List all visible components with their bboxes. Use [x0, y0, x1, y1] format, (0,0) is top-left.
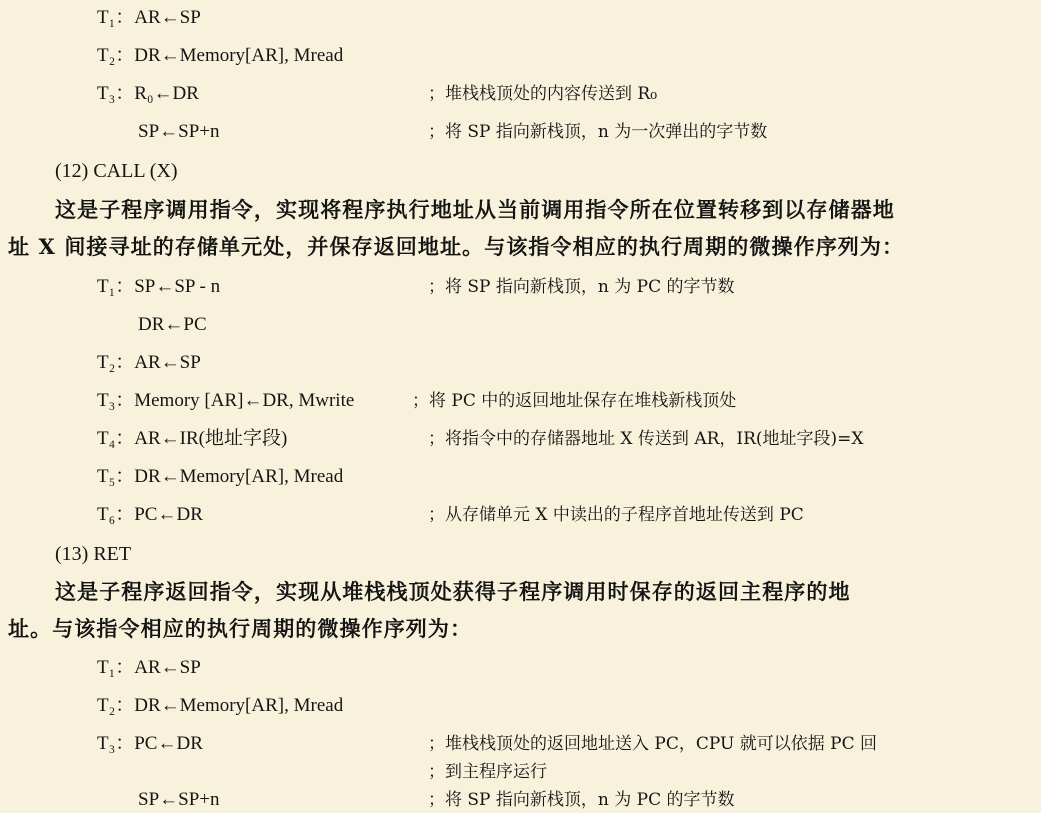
- pop-t3b-line: SP←SP+n: [138, 121, 220, 142]
- step-label: T₂：: [97, 352, 135, 373]
- step-label: T₁：: [97, 7, 135, 28]
- ret-t1-line: [97, 656, 201, 680]
- micro-op: PC←DR: [134, 504, 203, 525]
- pop-t2-line: [97, 44, 343, 68]
- micro-op: DR←Memory[AR], Mread: [134, 466, 344, 487]
- call-t4-comment: ；将指令中的存储器地址 X 传送到 AR，IR(地址字段)=X: [428, 429, 864, 449]
- micro-op: AR←SP: [134, 352, 201, 373]
- micro-op: AR←SP: [134, 657, 201, 678]
- ret-t3-comment-continued: ；到主程序运行: [428, 762, 547, 782]
- step-label: T₆：: [97, 504, 135, 525]
- call-t5-line: [97, 465, 343, 489]
- pop-t1-line: [97, 6, 201, 30]
- step-label: T₄：: [97, 428, 135, 449]
- micro-op: DR←Memory[AR], Mread: [134, 695, 344, 716]
- ret-paragraph-line-2: 址。与该指令相应的执行周期的微操作序列为：: [8, 616, 473, 641]
- micro-op: R₀←DR: [134, 83, 199, 104]
- pop-t3-comment: ；堆栈栈顶处的内容传送到 R₀: [428, 84, 658, 104]
- step-label: T₂：: [97, 45, 135, 66]
- micro-op: DR←Memory[AR], Mread: [134, 45, 344, 66]
- call-paragraph-line-1: 这是子程序调用指令，实现将程序执行地址从当前调用指令所在位置转移到以存储器地: [55, 197, 895, 222]
- call-t3-line: [97, 389, 354, 413]
- call-t1-comment: ；将 SP 指向新栈顶，n 为 PC 的字节数: [428, 277, 735, 297]
- micro-op: SP←SP - n: [134, 276, 221, 297]
- call-heading: (12) CALL (X): [55, 160, 178, 182]
- ret-heading: (13) RET: [55, 543, 132, 565]
- call-t6-line: [97, 503, 203, 527]
- ret-t2-line: [97, 694, 343, 718]
- call-t1-line: [97, 275, 220, 299]
- micro-op: PC←DR: [134, 733, 203, 754]
- ret-paragraph-line-1: 这是子程序返回指令，实现从堆栈栈顶处获得子程序调用时保存的返回主程序的地: [55, 579, 851, 604]
- step-label: T₁：: [97, 657, 135, 678]
- step-label: T₅：: [97, 466, 135, 487]
- call-paragraph-line-2: 址 X 间接寻址的存储单元处，并保存返回地址。与该指令相应的执行周期的微操作序列为：: [8, 234, 905, 259]
- step-label: T₃：: [97, 733, 135, 754]
- micro-op: AR←IR(地址字段): [134, 428, 288, 449]
- call-t6-comment: ；从存储单元 X 中读出的子程序首地址传送到 PC: [428, 505, 804, 525]
- pop-t3b-comment: ；将 SP 指向新栈顶，n 为一次弹出的字节数: [428, 122, 768, 142]
- micro-op: AR←SP: [134, 7, 201, 28]
- step-label: T₃：: [97, 83, 135, 104]
- call-t2-line: [97, 351, 201, 375]
- ret-t3b-comment: ；将 SP 指向新栈顶，n 为 PC 的字节数: [428, 790, 735, 810]
- call-t1b-line: DR←PC: [138, 314, 207, 335]
- call-t4-line: [97, 427, 287, 451]
- ret-t3-line: [97, 732, 203, 756]
- step-label: T₂：: [97, 695, 135, 716]
- step-label: T₃：: [97, 390, 135, 411]
- ret-t3-comment: ；堆栈栈顶处的返回地址送入 PC，CPU 就可以依据 PC 回: [428, 734, 877, 754]
- call-t3-comment: ；将 PC 中的返回地址保存在堆栈新栈顶处: [412, 391, 737, 411]
- step-label: T₁：: [97, 276, 135, 297]
- ret-t3b-line: SP←SP+n: [138, 789, 220, 810]
- micro-op: Memory [AR]←DR, Mwrite: [134, 390, 355, 411]
- pop-t3-line: [97, 82, 199, 106]
